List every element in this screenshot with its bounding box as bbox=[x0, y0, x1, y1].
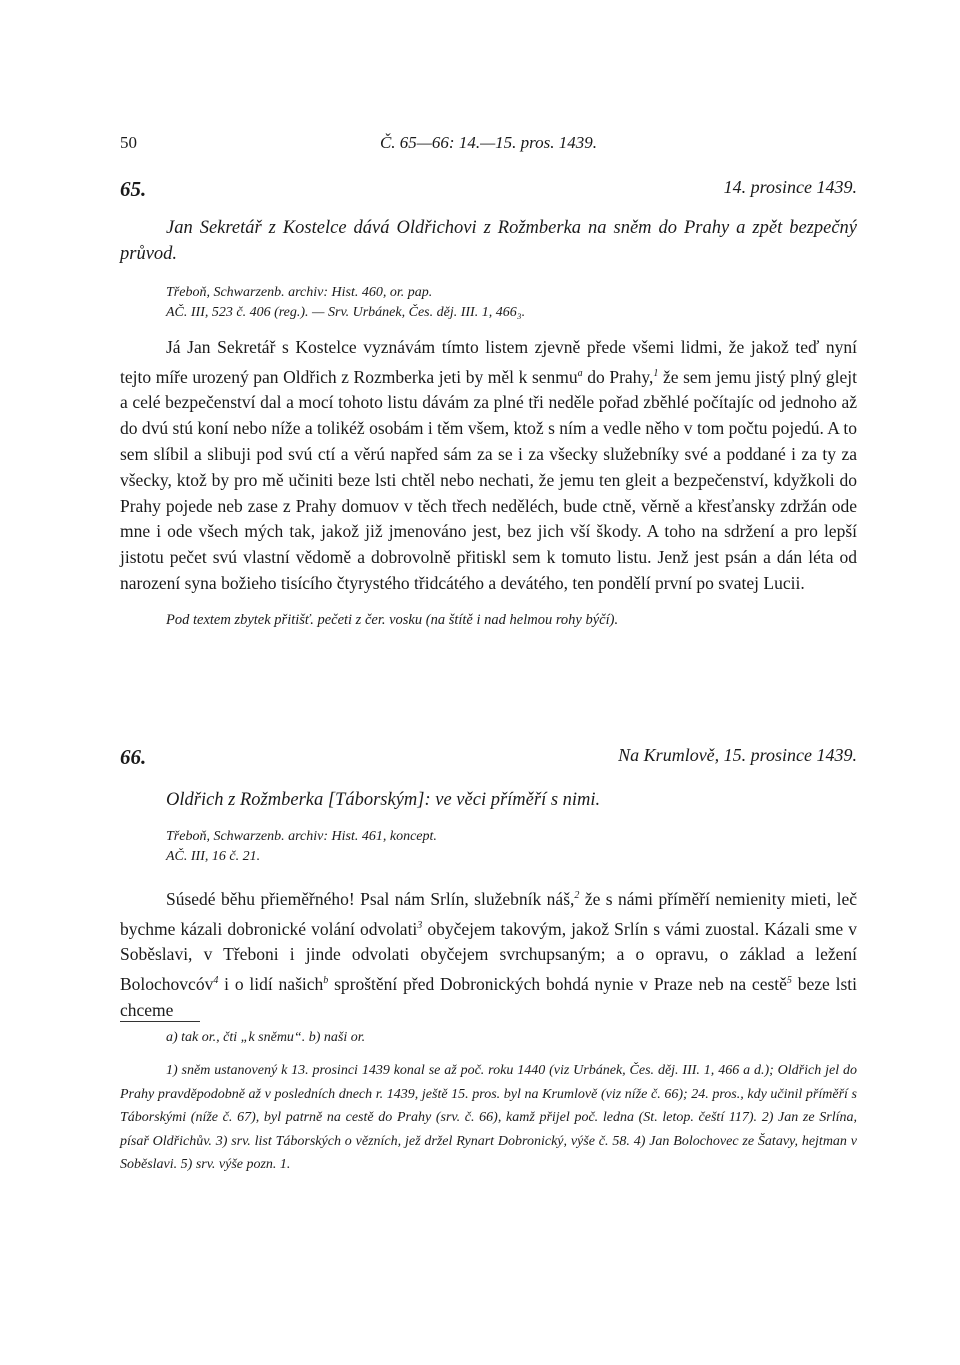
text-segment: Súsedé běhu přieměřného! Psal nám Srlín, služebník náš, bbox=[166, 888, 575, 909]
text-segment: obyčejem takovým, jakož Srlín s vámi zuostal. Kázali sme v Soběslavi, v Třeboni i jinde odvolati obyčejem svrchupsaným; a o opravu, o základ a ležení Bolochovcóv bbox=[120, 918, 857, 994]
entry-66-head bbox=[120, 745, 857, 773]
footnote-marker: 2 bbox=[574, 890, 580, 901]
entry-number: 65. bbox=[120, 177, 147, 201]
regest: Jan Sekretář z Kostelce dává Oldřichovi z Rožmberka na sněm do Prahy a zpět bezpečný průvod. bbox=[120, 218, 857, 264]
text-segment: do Prahy, bbox=[582, 366, 654, 387]
text-segment: že s námi příměří nemienity mieti, leč bychme kázali dobronické volání odvolati bbox=[120, 888, 857, 939]
text-segment: sproštění před Dobronických bohdá nynie v Praze neb na cestě bbox=[328, 973, 787, 994]
seal-note: Pod textem zbytek přitišť. pečeti z čer. vosku (na štítě i nad helmou rohy býčí). bbox=[166, 611, 619, 628]
text-segment: Já Jan Sekretář s Kostelce vyznávám tímto listem zjevně přede všemi lidmi, že jakož teď nyní tejto míře urozený pan Oldřich z Rozmberka jeti by měl k senmu bbox=[120, 337, 857, 387]
footnote-marker: 4 bbox=[213, 975, 219, 987]
text-segment: beze lsti chceme bbox=[120, 973, 858, 1020]
page-number: 50 bbox=[120, 133, 137, 152]
text-apparatus: a) tak or., čti „k sněmu“. b) naši or. bbox=[166, 1030, 366, 1045]
entry-66 bbox=[120, 745, 857, 1023]
footnote-marker: 1 bbox=[653, 367, 659, 379]
source-archive: Třeboň, Schwarzenb. archiv: Hist. 460, or. pap. bbox=[166, 285, 433, 300]
entry-date: Na Krumlově, 15. prosince 1439. bbox=[618, 745, 857, 765]
source-edition: AČ. III, 16 č. 21. bbox=[166, 849, 261, 864]
document-text bbox=[120, 883, 857, 1023]
text-segment: i o lidí našich bbox=[218, 973, 324, 994]
footnote-marker: 3 bbox=[417, 919, 423, 931]
running-title: Č. 65—66: 14.—15. pros. 1439. bbox=[379, 133, 598, 152]
document-text bbox=[120, 335, 857, 597]
entry-65 bbox=[120, 177, 857, 631]
entry-number: 66. bbox=[120, 745, 147, 769]
regest: Oldřich z Rožmberka [Táborským]: ve věci příměří s nimi. bbox=[166, 790, 601, 810]
source-edition: AČ. III, 523 č. 406 (reg.). — Srv. Urbánek, Čes. děj. III. 1, 466₃. bbox=[166, 305, 526, 320]
apparatus-marker: b bbox=[323, 975, 329, 987]
apparatus-marker: a bbox=[577, 367, 583, 379]
text-segment: že sem jemu jistý plný glejt a celé bezpečenství dal a mocí tohoto listu dávám za plné tři neděle pořad zběhlé počítajíc od jednoho až do dvú stú koní nebo níže a tolikéž osobám i těm všem, ktož s ním a vedle něho v tom počtu pojedú. A to sem slíbil a slibuji pod svú ctí a věrú napřed sám za se i za všecky služebníky své a poddané i za ty za všecky, ktož by pro mě učiniti beze lsti chtěl nebo nechati, že jemu ten gleit a bezpečenství, kdyžkoli do Prahy pojede neb zase z Prahy domuov v těch třech neděléch, bude ctně, věrně a křesťansky zdržán ode mne i ode všech mých tak, jakož již jmenováno jest, bez jich vší škody. A toho na sdržení a pro lepší jistotu pečet svú vlastní vědomě a dobrovolně přitiskl sem k tomuto listu. Jenž jest psán a dán léta od narození syna božieho tisícího čtyrystého třidcátého a devátého, ten pondělí první po svatej Lucii. bbox=[120, 366, 858, 593]
entry-65-head bbox=[120, 177, 857, 205]
footnotes bbox=[120, 1021, 857, 1177]
footnote-rule bbox=[120, 1021, 200, 1022]
explanatory-notes: 1) sněm ustanovený k 13. prosinci 1439 konal se až poč. roku 1440 (viz Urbánek, Čes. děj. III. 1, 466 a d.); Oldřich jel do Prahy pravděpodobně až v posledních dnech r. 1439, ještě 15. pros. byl na Krumlově (viz níže č. 66); 24. pros., kdy učinil příměří s Táborskými (níže č. 67), byl patrně na cestě do Prahy (srv. č. 66), kamž přijel poč. ledna (St. letop. čeští 117). 2) Jan ze Srlína, písař Oldřichův. 3) srv. list Táborských o vězních, jež držel Rynart Dobronický, výše č. 58. 4) Jan Bolochovec ze Šatavy, hejtman v Soběslavi. 5) srv. výše pozn. 1. bbox=[120, 1063, 857, 1172]
source-archive: Třeboň, Schwarzenb. archiv: Hist. 461, koncept. bbox=[166, 829, 437, 844]
entry-date: 14. prosince 1439. bbox=[723, 177, 857, 197]
footnote-marker: 5 bbox=[786, 975, 792, 987]
